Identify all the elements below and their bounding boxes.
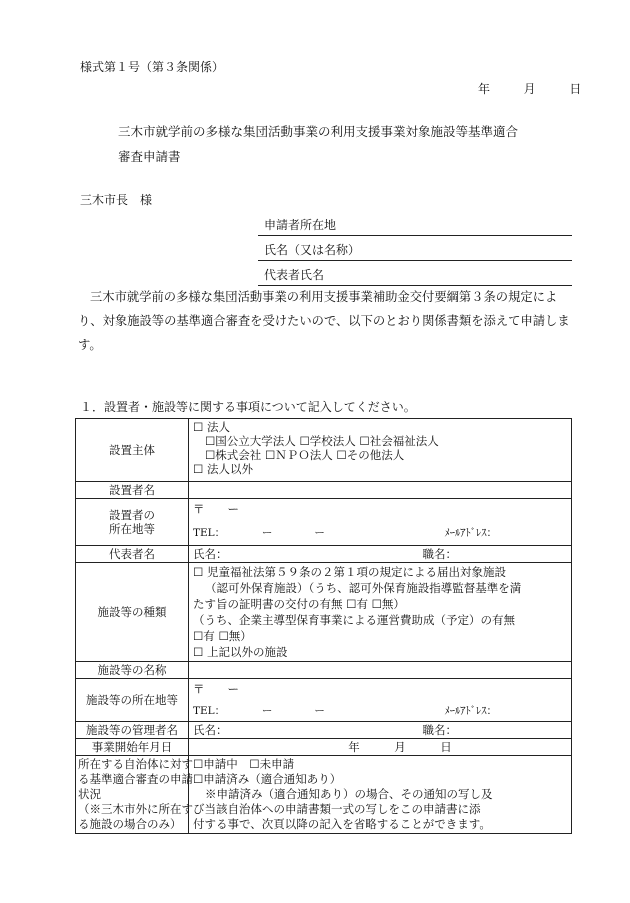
option-corporation-types-1[interactable]: ☐国公立大学法人 ☐学校法人 ☐社会福祉法人 (205, 434, 439, 448)
establisher-type-label: 設置主体 (76, 419, 189, 482)
row-representative (76, 546, 572, 563)
option-subsidy[interactable]: ☐有 ☐無） (193, 629, 252, 643)
establisher-postal-code: 〒 ー (193, 502, 239, 516)
municipality-status-label: 所在する自治体に対す る基準適合審査の申請 状況 （※三木市外に所在す る施設の場合のみ） (76, 756, 189, 834)
representative-name-label: 氏名： (193, 547, 228, 561)
facility-manager-name-label: 氏名： (193, 723, 228, 737)
start-date-value: 年 月 日 (348, 740, 452, 754)
facility-name-label: 施設等の名称 (76, 662, 189, 679)
representative-title-label: 職名： (422, 547, 457, 561)
application-statement: 三木市就学前の多様な集団活動事業の利用支援事業補助金交付要綱第３条の規定により、対象施設等の基準適合審査を受けたいので、以下のとおり関係書類を添えて申請します。 (78, 290, 570, 352)
applicant-address-label: 申請者所在地 (264, 218, 337, 232)
option-applied-compliant[interactable]: ☐申請済み（適合通知あり） (193, 772, 342, 786)
establisher-name-label: 設置者名 (76, 482, 189, 499)
applicant-name-field[interactable] (258, 240, 572, 261)
option-unlicensed-facility[interactable]: ☐ 児童福祉法第５９条の２第１項の規定による届出対象施設 (193, 565, 506, 579)
option-corporation-types-2[interactable]: ☐株式会社 ☐ＮＰＯ法人 ☐その他法人 (205, 448, 405, 462)
facility-email: ﾒｰﾙｱﾄﾞﾚｽ： (444, 705, 497, 717)
status-note-line3: 付する事で、次頁以降の記入を省略することができます。 (193, 817, 491, 831)
representative-field[interactable] (189, 546, 572, 563)
facility-manager-label: 施設等の管理者名 (76, 722, 189, 739)
date-month-label: 月 (523, 82, 536, 96)
row-start-date (76, 739, 572, 756)
option-non-corporation[interactable]: ☐ 法人以外 (193, 462, 253, 476)
municipality-status-options (189, 756, 572, 834)
facility-manager-field[interactable] (189, 722, 572, 739)
start-date-label: 事業開始年月日 (76, 739, 189, 756)
establisher-email: ﾒｰﾙｱﾄﾞﾚｽ： (444, 527, 497, 539)
facility-address-field[interactable] (189, 679, 572, 722)
applicant-representative-label: 代表者氏名 (264, 268, 325, 282)
option-corporation[interactable]: ☐ 法人 (193, 420, 230, 434)
row-facility-manager (76, 722, 572, 739)
facility-postal-code: 〒 ー (193, 682, 239, 696)
row-facility-name (76, 662, 572, 679)
applicant-name-label: 氏名（又は名称） (264, 243, 361, 257)
date-year-label: 年 (478, 82, 491, 96)
document-title-line1: 三木市就学前の多様な集団活動事業の利用支援事業対象施設等基準適合 (118, 124, 519, 139)
application-date (478, 82, 581, 96)
start-date-field[interactable] (189, 739, 572, 756)
status-note-line2: び当該自治体への申請書類一式の写しをこの申請書に添 (193, 802, 481, 816)
addressee: 三木市長 様 (80, 193, 153, 207)
facility-address-label: 施設等の所在地等 (76, 679, 189, 722)
facility-manager-title-label: 職名： (422, 723, 457, 737)
status-note-line1: ※申請済み（適合通知あり）の場合、その通知の写し及 (205, 787, 493, 801)
option-certificate-issued[interactable]: たす旨の証明書の交付の有無 ☐有 ☐無） (193, 597, 405, 611)
applicant-address-field[interactable] (258, 215, 572, 236)
section1-heading: １．設置者・施設等に関する事項について記入してください。 (80, 400, 416, 414)
row-facility-type (76, 563, 572, 662)
establisher-type-options (189, 419, 572, 482)
representative-label: 代表者名 (76, 546, 189, 563)
option-other-facility[interactable]: ☐ 上記以外の施設 (193, 645, 288, 659)
establisher-address-label: 設置者の 所在地等 (76, 499, 189, 546)
facility-type-options: ☐ 児童福祉法第５９条の２第１項の規定による届出対象施設 （認可外保育施設）（うち、認可外保育施設指導監督基準を満 たす旨の証明書の交付の有無 ☐有 ☐無） （うち、企業主導型保育事業による運営費助成（予定）の有無 ☐有 ☐無） ☐ 上記以外の施設 (189, 563, 572, 662)
row-establisher-address (76, 499, 572, 546)
document-title-line2: 審査申請書 (118, 149, 181, 164)
establisher-facility-table (75, 418, 572, 834)
row-establisher-name (76, 482, 572, 499)
form-number: 様式第１号（第３条関係） (80, 60, 225, 74)
applicant-representative-field[interactable] (258, 265, 572, 286)
facility-type-label: 施設等の種類 (76, 563, 189, 662)
facility-tel: TEL： ー ー (193, 705, 325, 717)
date-day-label: 日 (569, 82, 582, 96)
establisher-name-field[interactable] (189, 482, 572, 499)
row-establisher-type (76, 419, 572, 482)
option-applying-or-not[interactable]: ☐申請中 ☐未申請 (193, 757, 295, 771)
row-municipality-status (76, 756, 572, 834)
facility-name-field[interactable] (189, 662, 572, 679)
establisher-address-field[interactable] (189, 499, 572, 546)
row-facility-address (76, 679, 572, 722)
establisher-tel: TEL： ー ー (193, 527, 325, 539)
